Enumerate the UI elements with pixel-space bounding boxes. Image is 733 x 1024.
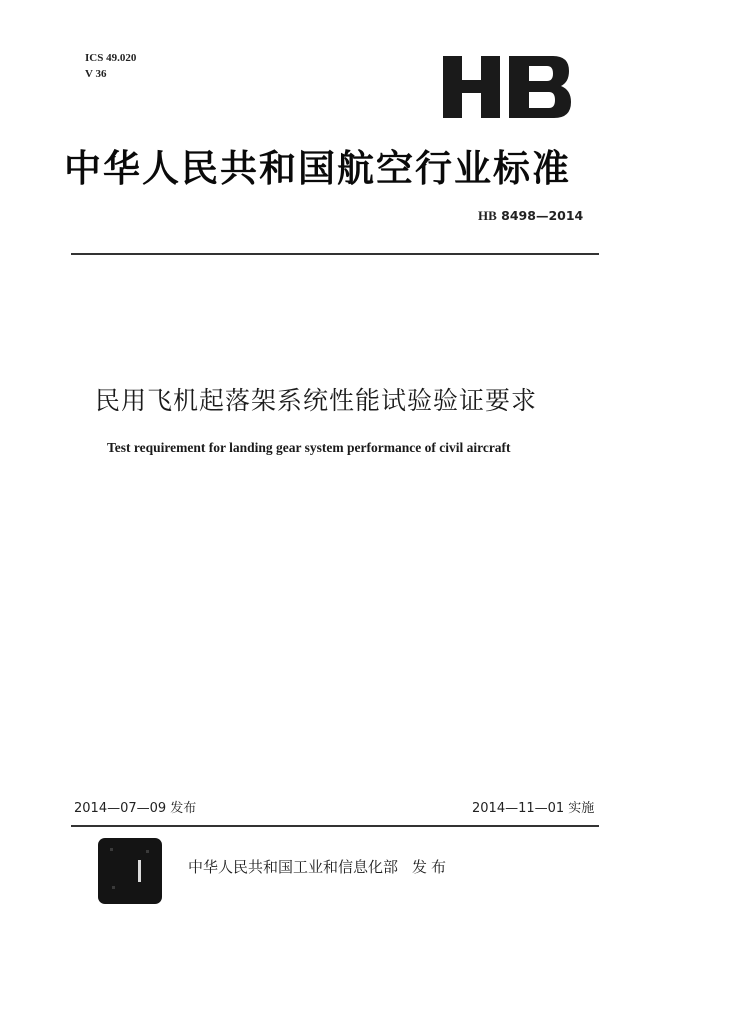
ministry-emblem-icon (98, 838, 162, 904)
hb-logo (443, 56, 571, 118)
release-date: 2014—07—09 发布 (74, 801, 197, 816)
standard-code: 8498—2014 (501, 208, 584, 223)
standard-prefix: HB (478, 208, 497, 223)
ccs-code: V 36 (85, 68, 107, 80)
effective-date: 2014—11—01 实施 (472, 801, 595, 816)
standard-number (478, 208, 583, 224)
divider-top (71, 253, 599, 255)
issuer-name: 中华人民共和国工业和信息化部 (188, 858, 399, 876)
national-standard-title: 中华人民共和国航空行业标准 (64, 147, 571, 190)
document-title-en: Test requirement for landing gear system performance of civil aircraft (107, 440, 511, 455)
divider-bottom (71, 825, 599, 827)
ics-code: ICS 49.020 (85, 52, 137, 64)
document-title-cn: 民用飞机起落架系统性能试验验证要求 (95, 386, 538, 415)
issuer-line (188, 856, 450, 877)
issuer-action: 发布 (412, 858, 451, 876)
classification-codes (85, 50, 136, 82)
